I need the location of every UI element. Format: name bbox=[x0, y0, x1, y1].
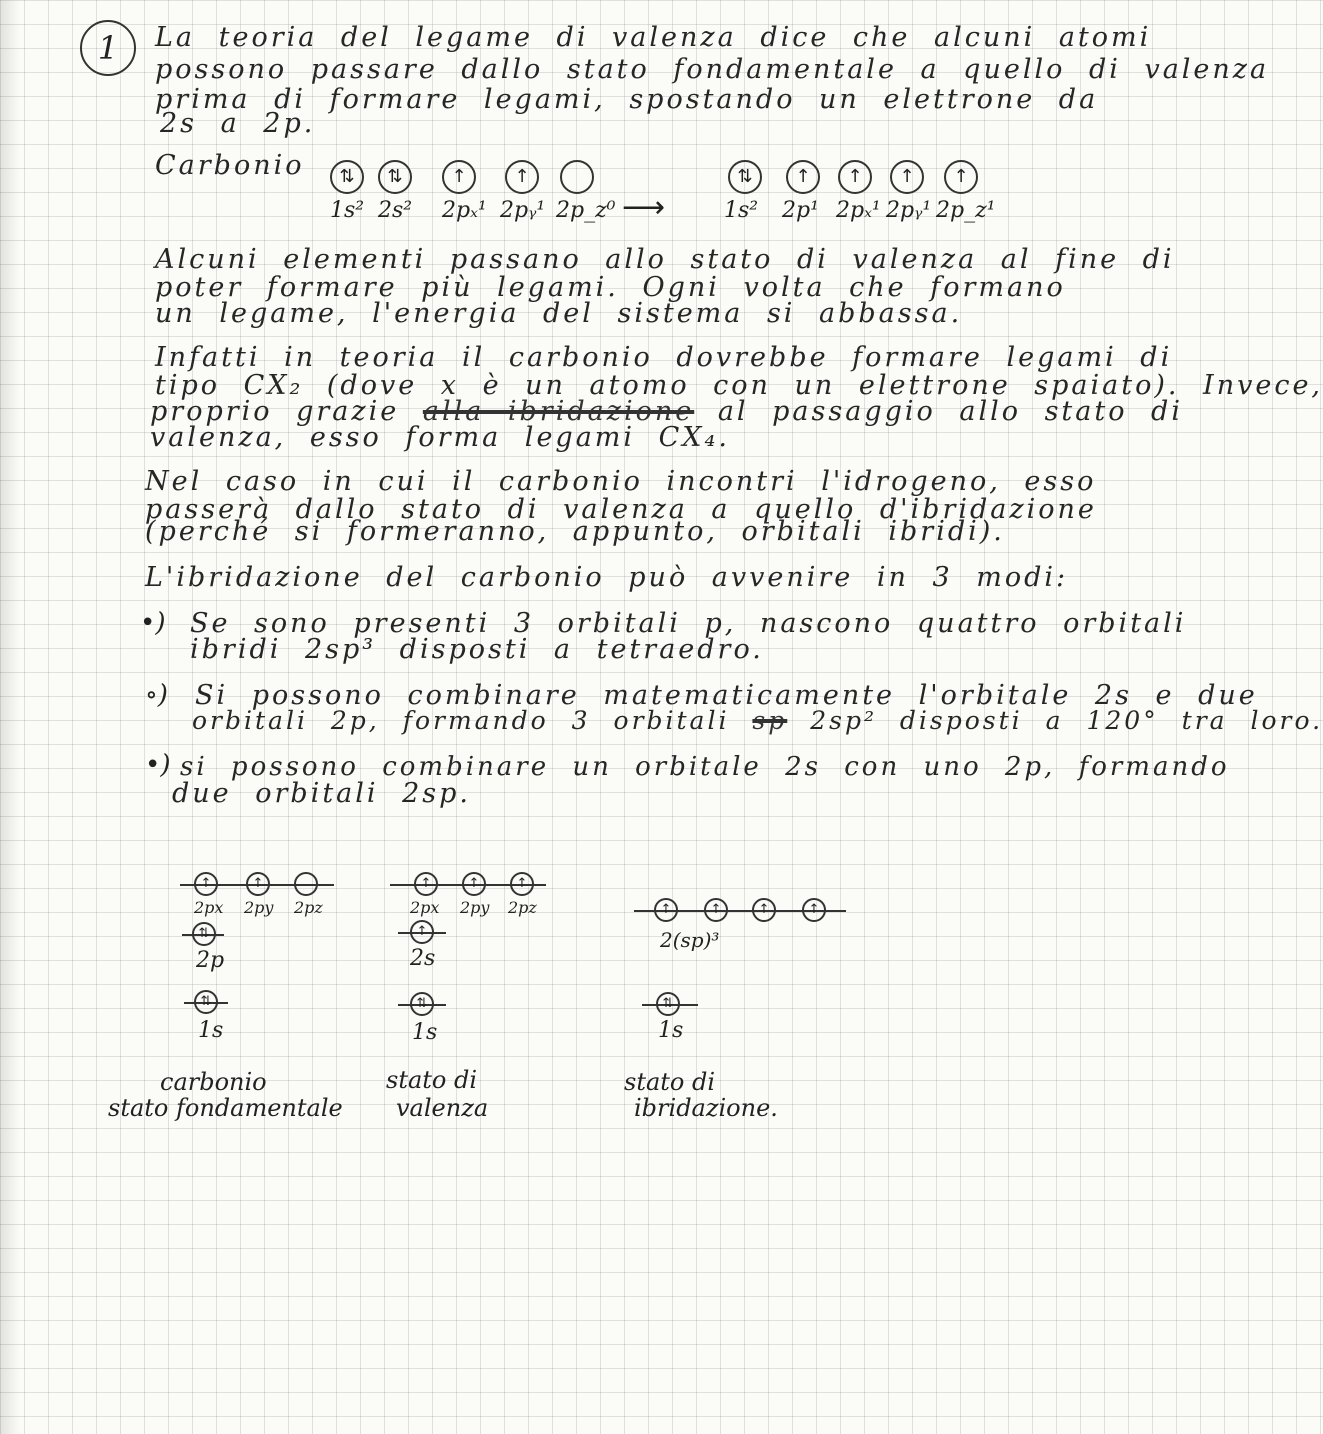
text-line: Si possono combinare matematicamente l'orbitale 2s e due bbox=[195, 680, 1258, 711]
struck-text: alla ibridazione bbox=[422, 396, 695, 427]
diagram-caption: stato di bbox=[386, 1066, 478, 1094]
orbital-2s: ↑ bbox=[786, 160, 820, 194]
orbital-label: 1s² bbox=[330, 198, 365, 223]
diagram-caption: stato di bbox=[624, 1068, 716, 1096]
diagram-caption: stato fondamentale bbox=[108, 1094, 343, 1122]
orbital-sp3: ↑ bbox=[654, 898, 678, 922]
orbital-1s: ⇅ bbox=[410, 992, 434, 1016]
text-line: L'ibridazione del carbonio può avvenire in 3 modi: bbox=[145, 562, 1069, 593]
orbital-label: 2px bbox=[410, 898, 440, 917]
orbital-2pz bbox=[560, 160, 594, 194]
text-line bbox=[192, 706, 1323, 735]
text-line: si possono combinare un orbitale 2s con uno 2p, formando bbox=[180, 752, 1230, 782]
orbital-label: 2pᵧ¹ bbox=[500, 198, 546, 223]
text-line: Nel caso in cui il carbonio incontri l'idrogeno, esso bbox=[145, 466, 1097, 497]
text-line: valenza, esso forma legami CX₄. bbox=[150, 422, 730, 453]
orbital-2s: ↑ bbox=[410, 920, 434, 944]
orbital-2px: ↑ bbox=[838, 160, 872, 194]
orbital-1s: ⇅ bbox=[194, 990, 218, 1014]
section-number: 1 bbox=[80, 20, 136, 76]
text-line: Alcuni elementi passano allo stato di valenza al fine di bbox=[155, 244, 1175, 275]
text-fragment: al passaggio allo stato di bbox=[717, 396, 1183, 427]
orbital-label: 2(sp)³ bbox=[660, 928, 720, 952]
orbital-label: 1s² bbox=[724, 198, 759, 223]
text-line: Se sono presenti 3 orbitali p, nascono quattro orbitali bbox=[190, 608, 1187, 639]
bullet-marker: •) bbox=[145, 750, 171, 780]
text-fragment: proprio grazie bbox=[150, 396, 400, 427]
orbital-2pz: ↑ bbox=[510, 872, 534, 896]
orbital-label: 2px bbox=[194, 898, 224, 917]
text-line: tipo CX₂ (dove x è un atomo con un elettrone spaiato). Invece, bbox=[155, 370, 1323, 401]
text-line: passerà dallo stato di valenza a quello d'ibridazione bbox=[145, 494, 1097, 525]
orbital-label: 2pᵧ¹ bbox=[886, 198, 932, 223]
text-line: Infatti in teoria il carbonio dovrebbe formare legami di bbox=[155, 342, 1173, 373]
orbital-sp3: ↑ bbox=[802, 898, 826, 922]
text-line: La teoria del legame di valenza dice che alcuni atomi bbox=[155, 22, 1152, 53]
orbital-2px: ↑ bbox=[194, 872, 218, 896]
orbital-label: 2p¹ bbox=[782, 198, 819, 223]
bullet-marker: ∘) bbox=[145, 680, 168, 710]
text-line: ibridi 2sp³ disposti a tetraedro. bbox=[190, 634, 764, 665]
text-fragment: 2sp² disposti a 120° tra loro. bbox=[810, 706, 1323, 735]
orbital-label: 2s² bbox=[378, 198, 413, 223]
orbital-1s: ⇅ bbox=[656, 992, 680, 1016]
text-line: un legame, l'energia del sistema si abbassa. bbox=[155, 298, 963, 329]
orbital-label: 2pz bbox=[294, 898, 323, 917]
text-fragment: orbitali 2p, formando 3 orbitali bbox=[192, 706, 730, 735]
orbital-label: 1s bbox=[198, 1018, 224, 1043]
orbital-label: 2pₓ¹ bbox=[836, 198, 881, 223]
text-line: prima di formare legami, spostando un elettrone da bbox=[155, 84, 1099, 115]
orbital-label: 2p bbox=[196, 948, 225, 973]
text-line: due orbitali 2sp. bbox=[172, 778, 472, 809]
text-line: 2s a 2p. bbox=[160, 108, 316, 139]
orbital-2pz bbox=[294, 872, 318, 896]
orbital-2py: ↑ bbox=[462, 872, 486, 896]
orbital-sp3: ↑ bbox=[752, 898, 776, 922]
orbital-label: 2pₓ¹ bbox=[442, 198, 487, 223]
bullet-marker: •) bbox=[140, 608, 166, 638]
diagram-caption: valenza bbox=[396, 1094, 489, 1122]
orbital-2py: ↑ bbox=[890, 160, 924, 194]
text-line: poter formare più legami. Ogni volta che formano bbox=[155, 272, 1066, 303]
diagram-caption: ibridazione. bbox=[634, 1094, 778, 1122]
orbital-label: 1s bbox=[658, 1018, 684, 1043]
carbon-label: Carbonio bbox=[155, 150, 305, 181]
orbital-label: 2pz bbox=[508, 898, 537, 917]
page-edge-shadow bbox=[0, 0, 20, 1434]
orbital-2px: ↑ bbox=[442, 160, 476, 194]
orbital-2pz: ↑ bbox=[944, 160, 978, 194]
orbital-2s: ⇅ bbox=[378, 160, 412, 194]
text-line: (perché si formeranno, appunto, orbitali ibridi). bbox=[145, 516, 1005, 547]
orbital-label: 2py bbox=[244, 898, 274, 917]
orbital-label: 2p_z¹ bbox=[936, 198, 996, 223]
orbital-2px: ↑ bbox=[414, 872, 438, 896]
orbital-2py: ↑ bbox=[246, 872, 270, 896]
transition-arrow: ⟶ bbox=[622, 190, 666, 225]
orbital-label: 2p_z⁰ bbox=[556, 198, 616, 223]
orbital-label: 1s bbox=[412, 1020, 438, 1045]
orbital-label: 2s bbox=[410, 946, 436, 971]
orbital-label: 2py bbox=[460, 898, 490, 917]
orbital-2py: ↑ bbox=[505, 160, 539, 194]
orbital-sp3: ↑ bbox=[704, 898, 728, 922]
diagram-caption: carbonio bbox=[160, 1068, 267, 1096]
orbital-2s: ⇅ bbox=[192, 922, 216, 946]
orbital-1s: ⇅ bbox=[330, 160, 364, 194]
orbital-1s: ⇅ bbox=[728, 160, 762, 194]
struck-text: sp bbox=[752, 706, 788, 735]
text-line: possono passare dallo stato fondamentale a quello di valenza bbox=[155, 54, 1270, 85]
